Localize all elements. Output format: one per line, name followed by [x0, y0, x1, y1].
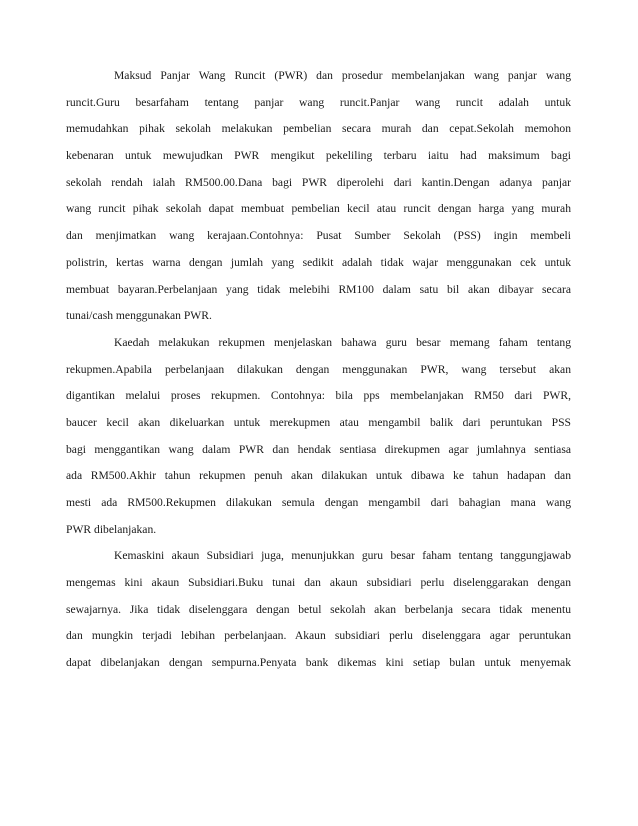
paragraph-3-line-4: dan mungkin terjadi lebihan perbelanjaan. Akaun subsidiari perlu diselenggara agar peruntukan: [66, 629, 571, 643]
paragraph-2-line-6: ada RM500.Akhir tahun rekupmen penuh akan dilakukan untuk dibawa ke tahun hadapan dan: [66, 469, 571, 483]
paragraph-3-line-2: mengemas kini akaun Subsidiari.Buku tunai dan akaun subsidiari perlu diselenggarakan dengan: [66, 576, 571, 590]
body-text: [66, 66, 571, 680]
paragraph-2-line-7: mesti ada RM500.Rekupmen dilakukan semula dengan mengambil dari bahagian mana wang: [66, 496, 571, 509]
paragraph-1-line-2: runcit.Guru besarfaham tentang panjar wang runcit.Panjar wang runcit adalah untuk: [66, 95, 571, 109]
paragraph-1-line-5: sekolah rendah ialah RM500.00.Dana bagi PWR diperolehi dari kantin.Dengan adanya panjar: [66, 175, 571, 189]
paragraph-1-line-1: Maksud Panjar Wang Runcit (PWR) dan prosedur membelanjakan wang panjar wang: [114, 69, 571, 82]
paragraph-2-line-2: rekupmen.Apabila perbelanjaan dilakukan dengan menggunakan PWR, wang tersebut akan: [66, 362, 571, 376]
paragraph-1-line-10: tunai/cash menggunakan PWR.: [66, 309, 212, 323]
paragraph-3-line-1: Kemaskini akaun Subsidiari juga, menunjukkan guru besar faham tentang tanggungjawab: [114, 549, 571, 563]
paragraph-1-line-9: membuat bayaran.Perbelanjaan yang tidak melebihi RM100 dalam satu bil akan dibayar secara: [66, 282, 571, 296]
paragraph-2-line-8: PWR dibelanjakan.: [66, 522, 157, 536]
paragraph-1-line-8: polistrin, kertas warna dengan jumlah yang sedikit adalah tidak wajar menggunakan cek untuk: [66, 255, 571, 269]
paragraph-2-line-3: digantikan melalui proses rekupmen. Contohnya: bila pps membelanjakan RM50 dari PWR,: [66, 389, 571, 403]
paragraph-2-line-4: baucer kecil akan dikeluarkan untuk merekupmen atau mengambil balik dari peruntukan PSS: [66, 415, 571, 429]
paragraph-1-line-6: wang runcit pihak sekolah dapat membuat pembelian kecil atau runcit dengan harga yang murah: [66, 202, 571, 216]
paragraph-2-line-5: bagi menggantikan wang dalam PWR dan hendak sentiasa direkupmen agar jumlahnya sentiasa: [66, 442, 571, 456]
paragraph-3-line-5: dapat dibelanjakan dengan sempurna.Penyata bank dikemas kini setiap bulan untuk menyemak: [66, 656, 571, 670]
paragraph-1-line-3: memudahkan pihak sekolah melakukan pembelian secara murah dan cepat.Sekolah memohon: [66, 122, 571, 136]
paragraph-3-line-3: sewajarnya. Jika tidak diselenggara dengan betul sekolah akan berbelanja secara tidak menentu: [66, 602, 571, 616]
paragraph-1-line-7: dan menjimatkan wang kerajaan.Contohnya: Pusat Sumber Sekolah (PSS) ingin membeli: [66, 229, 571, 243]
paragraph-1-line-4: kebenaran untuk mewujudkan PWR mengikut pekeliling terbaru iaitu had maksimum bagi: [66, 149, 571, 163]
paragraph-2-line-1: Kaedah melakukan rekupmen menjelaskan bahawa guru besar memang faham tentang: [114, 335, 571, 349]
